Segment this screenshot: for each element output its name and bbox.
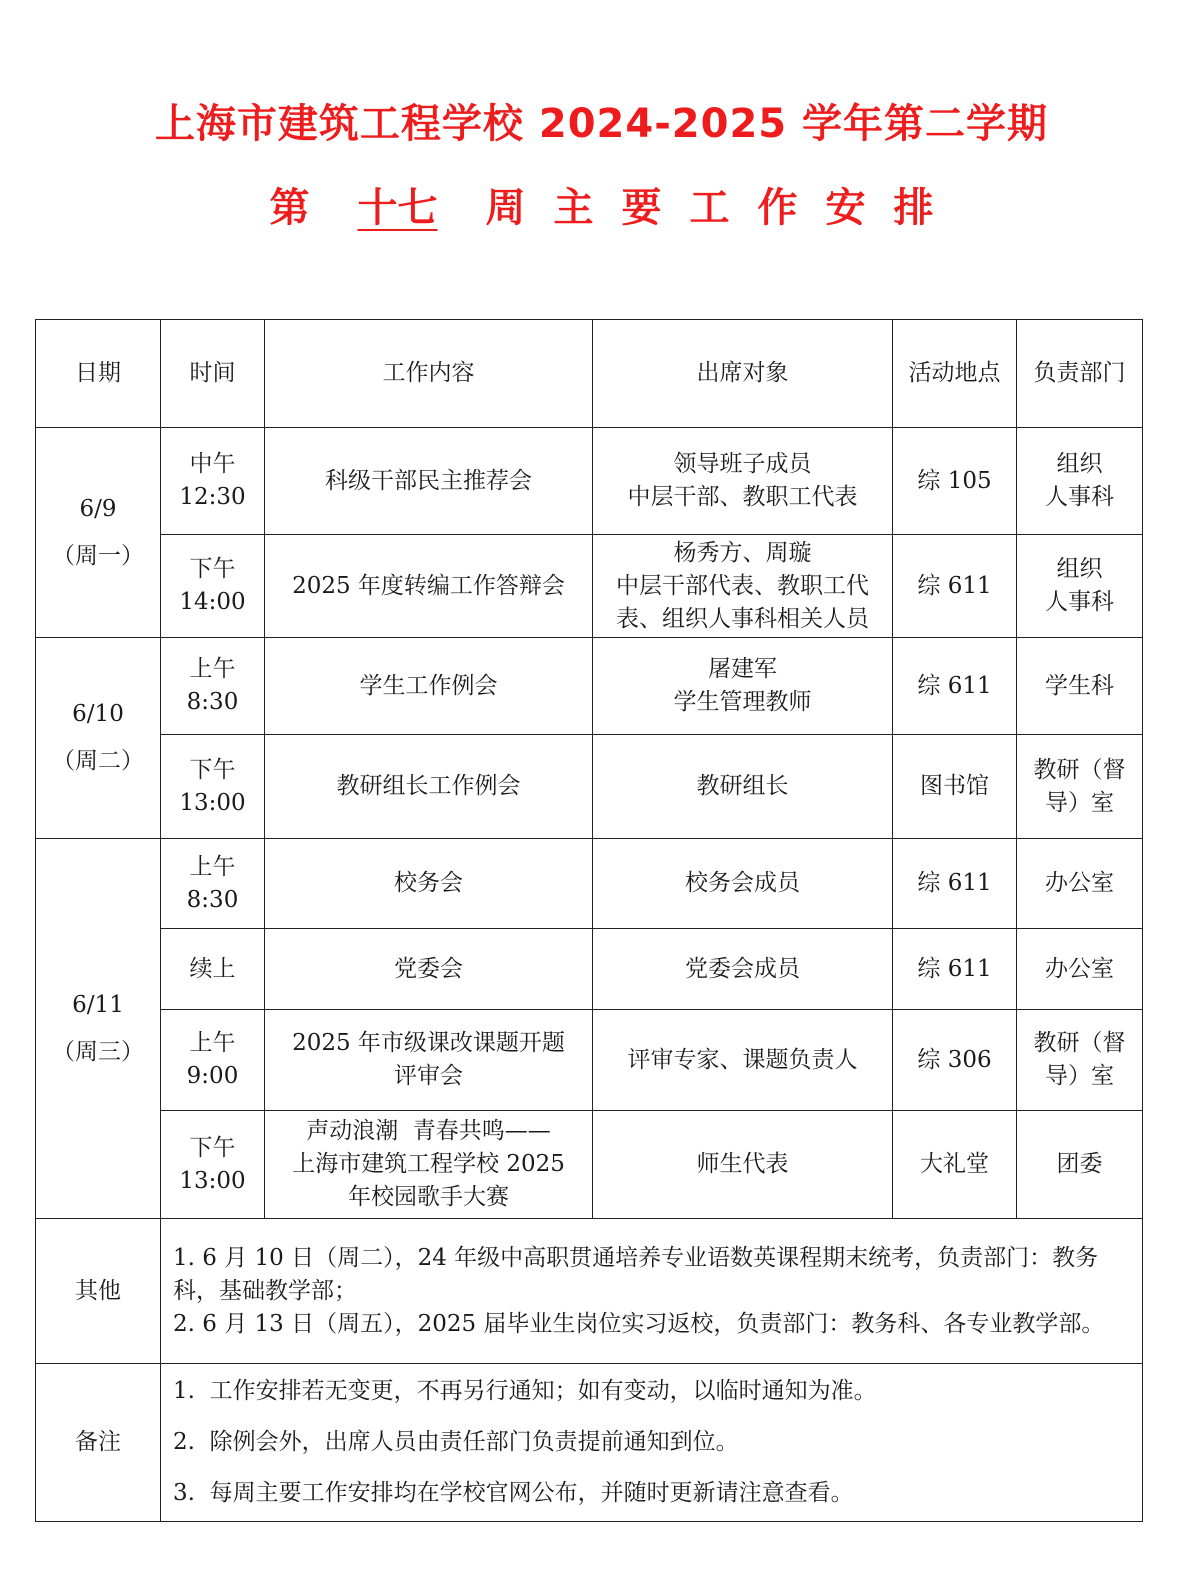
department-line: 人事科 (1045, 589, 1114, 615)
table-row (36, 638, 1143, 735)
content-line: 2025 年市级课改课题开题 (292, 1030, 565, 1056)
attendees-line: 党委会成员 (685, 955, 800, 982)
location-cell: 图书馆 (893, 735, 1017, 839)
content-line: 教研组长工作例会 (336, 773, 521, 799)
attendees-line: 中层干部代表、教职工代 (616, 572, 869, 599)
time-period: 上午 (189, 853, 236, 880)
time-period: 上午 (189, 656, 236, 682)
time-value: 9:00 (186, 1063, 239, 1089)
content-cell (265, 535, 593, 638)
subtitle-char: 安 (825, 185, 866, 231)
remark-item: 1. 工作安排若无变更，不再另行通知；如有变动，以临时通知为准。 (173, 1378, 877, 1404)
content-line: 校务会 (394, 870, 463, 896)
content-cell (265, 428, 593, 535)
department-line: 人事科 (1045, 484, 1114, 510)
remark-item: 2. 除例会外，出席人员由责任部门负责提前通知到位。 (173, 1429, 739, 1455)
content-cell (265, 1111, 593, 1219)
location-cell: 综 611 (893, 638, 1017, 735)
other-item: 2. 6 月 13 日（周五），2025 届毕业生岗位实习返校，负责部门：教务科、各专业教学部。 (173, 1310, 1105, 1337)
department-line: 组织 (1056, 451, 1103, 477)
time-cell (161, 929, 265, 1010)
content-cell (265, 1010, 593, 1111)
content-line: 评审会 (394, 1063, 463, 1089)
date-text: 6/11 (72, 991, 124, 1018)
department-cell (1017, 1010, 1143, 1111)
department-line: 组织 (1056, 556, 1103, 582)
content-cell (265, 735, 593, 839)
time-cell (161, 839, 265, 929)
department-line: 团委 (1056, 1151, 1103, 1177)
other-label: 其他 (36, 1219, 161, 1364)
attendees-cell (593, 638, 893, 735)
attendees-cell (593, 1111, 893, 1219)
attendees-cell (593, 735, 893, 839)
department-line: 导）室 (1045, 789, 1114, 816)
attendees-cell (593, 535, 893, 638)
time-value: 8:30 (186, 886, 239, 913)
document-subtitle (0, 176, 1203, 233)
content-cell (265, 839, 593, 929)
time-period: 下午 (189, 1134, 236, 1161)
time-value: 13:00 (179, 1167, 246, 1194)
attendees-cell (593, 428, 893, 535)
content-cell (265, 929, 593, 1010)
attendees-cell (593, 839, 893, 929)
attendees-cell (593, 929, 893, 1010)
other-item: 1. 6 月 10 日（周二），24 年级中高职贯通培养专业语数英课程期末统考，负责部门：教务科，基础教学部； (173, 1244, 1099, 1304)
subtitle-prefix: 第 (269, 185, 310, 231)
attendees-line: 学生管理教师 (673, 689, 812, 715)
location-cell: 综 105 (893, 428, 1017, 535)
time-cell (161, 428, 265, 535)
content-line: 年校园歌手大赛 (348, 1184, 509, 1210)
subtitle-char: 周 (485, 185, 526, 231)
time-period: 下午 (189, 556, 236, 582)
weekday-text: （周三） (52, 1038, 144, 1065)
content-line: 学生工作例会 (359, 672, 498, 699)
date-text: 6/10 (72, 701, 124, 727)
department-cell (1017, 535, 1143, 638)
remarks-row (36, 1364, 1143, 1522)
attendees-line: 杨秀方、周璇 (673, 539, 812, 566)
other-content (161, 1219, 1143, 1364)
time-period: 下午 (189, 756, 236, 783)
time-cell (161, 735, 265, 839)
attendees-line: 教研组长 (696, 773, 789, 799)
time-value: 13:00 (179, 789, 246, 816)
attendees-line: 表、组织人事科相关人员 (616, 605, 869, 632)
weekday-text: （周二） (52, 748, 144, 774)
remarks-label: 备注 (36, 1364, 161, 1522)
header-attendees: 出席对象 (593, 320, 893, 428)
location-cell: 大礼堂 (893, 1111, 1017, 1219)
table-row (36, 1010, 1143, 1111)
subtitle-char: 作 (757, 185, 798, 231)
attendees-line: 中层干部、教职工代表 (627, 484, 858, 510)
content-line: 科级干部民主推荐会 (325, 467, 532, 494)
weekday-text: （周一） (52, 542, 144, 569)
other-row (36, 1219, 1143, 1364)
schedule-table (35, 319, 1143, 1522)
location-cell: 综 611 (893, 535, 1017, 638)
remark-item: 3. 每周主要工作安排均在学校官网公布，并随时更新请注意查看。 (173, 1480, 854, 1506)
header-row (36, 320, 1143, 428)
time-period: 上午 (189, 1030, 236, 1056)
department-line: 教研（督 (1033, 756, 1126, 783)
location-cell: 综 611 (893, 839, 1017, 929)
time-value: 12:30 (179, 484, 246, 510)
header-location: 活动地点 (893, 320, 1017, 428)
department-cell (1017, 1111, 1143, 1219)
department-line: 办公室 (1045, 870, 1114, 896)
department-cell (1017, 428, 1143, 535)
time-period: 中午 (189, 451, 236, 477)
time-period: 续上 (189, 955, 236, 982)
department-cell (1017, 839, 1143, 929)
attendees-cell (593, 1010, 893, 1111)
header-time: 时间 (161, 320, 265, 428)
content-cell (265, 638, 593, 735)
attendees-line: 校务会成员 (685, 870, 800, 896)
remarks-content (161, 1364, 1143, 1522)
table-row (36, 839, 1143, 929)
attendees-line: 师生代表 (696, 1151, 789, 1177)
subtitle-char: 主 (553, 185, 594, 231)
content-line: 党委会 (394, 955, 463, 982)
department-line: 办公室 (1045, 955, 1114, 982)
department-line: 导）室 (1045, 1063, 1114, 1089)
location-cell: 综 611 (893, 929, 1017, 1010)
header-content: 工作内容 (265, 320, 593, 428)
subtitle-char: 工 (689, 185, 730, 231)
time-cell (161, 1010, 265, 1111)
content-line: 2025 年度转编工作答辩会 (292, 572, 565, 599)
department-cell (1017, 735, 1143, 839)
department-cell (1017, 929, 1143, 1010)
header-date: 日期 (36, 320, 161, 428)
subtitle-char: 排 (893, 185, 934, 231)
table-row (36, 535, 1143, 638)
date-cell (36, 428, 161, 638)
time-cell (161, 535, 265, 638)
table-row (36, 428, 1143, 535)
attendees-line: 评审专家、课题负责人 (627, 1046, 858, 1073)
table-row (36, 929, 1143, 1010)
department-line: 学生科 (1045, 672, 1114, 699)
date-cell (36, 839, 161, 1219)
content-line: 声动浪潮 青春共鸣—— (306, 1118, 551, 1144)
time-value: 8:30 (186, 689, 239, 715)
content-line: 上海市建筑工程学校 2025 (292, 1151, 565, 1177)
time-cell (161, 1111, 265, 1219)
date-text: 6/9 (79, 495, 117, 522)
location-cell: 综 306 (893, 1010, 1017, 1111)
department-cell (1017, 638, 1143, 735)
table-row (36, 1111, 1143, 1219)
subtitle-char: 要 (621, 185, 662, 231)
attendees-line: 屠建军 (708, 656, 777, 682)
week-number: 十七 (357, 185, 438, 231)
header-department: 负责部门 (1017, 320, 1143, 428)
time-value: 14:00 (179, 589, 246, 615)
table-row (36, 735, 1143, 839)
document-title: 上海市建筑工程学校 2024-2025 学年第二学期 (154, 101, 1049, 147)
date-cell (36, 638, 161, 839)
department-line: 教研（督 (1033, 1030, 1126, 1056)
time-cell (161, 638, 265, 735)
attendees-line: 领导班子成员 (673, 451, 812, 477)
